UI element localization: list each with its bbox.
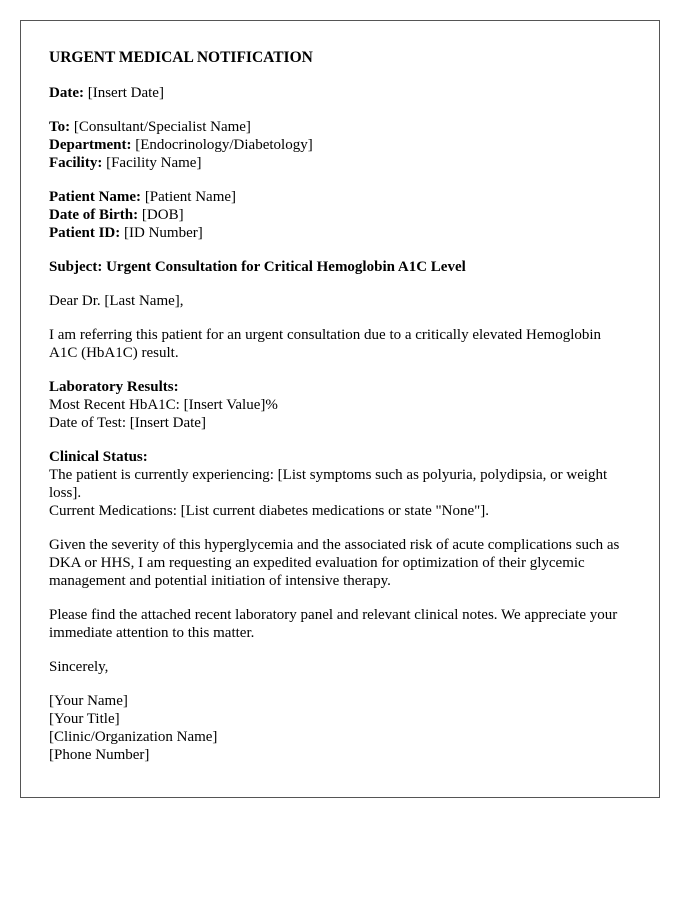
subject-line: Subject: Urgent Consultation for Critical Hemoglobin A1C Level: [49, 259, 466, 275]
dob-line: [49, 206, 631, 224]
to-label: To:: [49, 119, 71, 135]
medications-line: Current Medications: [List current diabetes medications or state "None"].: [49, 503, 490, 519]
clinical-status-block: [49, 448, 631, 520]
date-block: [49, 84, 631, 102]
letter-title: URGENT MEDICAL NOTIFICATION: [49, 49, 313, 66]
recipient-block: [49, 118, 631, 172]
patient-name-line: [49, 188, 631, 206]
department-label: Department:: [49, 137, 132, 153]
facility-value: [Facility Name]: [102, 155, 202, 171]
signature-title: [Your Title]: [49, 711, 120, 727]
patient-id-line: [49, 224, 631, 242]
closing-paragraph: Please find the attached recent laboratory panel and relevant clinical notes. We appreciate your immediate attention to this matter.: [49, 607, 618, 641]
patient-name-label: Patient Name:: [49, 189, 142, 205]
facility-label: Facility:: [49, 155, 103, 171]
signature-name: [Your Name]: [49, 693, 128, 709]
department-value: [Endocrinology/Diabetology]: [131, 137, 313, 153]
clinical-status-heading: Clinical Status:: [49, 449, 148, 465]
recent-hba1c-line: Most Recent HbA1C: [Insert Value]%: [49, 397, 278, 413]
patient-id-label: Patient ID:: [49, 225, 121, 241]
to-value: [Consultant/Specialist Name]: [70, 119, 251, 135]
signature-org: [Clinic/Organization Name]: [49, 729, 218, 745]
facility-line: [49, 154, 631, 172]
signature-phone: [Phone Number]: [49, 747, 150, 763]
patient-id-value: [ID Number]: [120, 225, 203, 241]
symptoms-line: The patient is currently experiencing: [List symptoms such as polyuria, polydipsia, or weight loss].: [49, 467, 608, 501]
dob-label: Date of Birth:: [49, 207, 139, 223]
date-label: Date:: [49, 85, 84, 101]
date-line: [49, 84, 631, 102]
patient-name-value: [Patient Name]: [141, 189, 237, 205]
department-line: [49, 136, 631, 154]
date-value: [Insert Date]: [83, 85, 164, 101]
salutation: Dear Dr. [Last Name],: [49, 293, 184, 309]
signoff: Sincerely,: [49, 659, 109, 675]
lab-results-block: [49, 378, 631, 432]
letter-container: [20, 20, 660, 798]
patient-block: [49, 188, 631, 242]
dob-value: [DOB]: [138, 207, 184, 223]
lab-results-heading: Laboratory Results:: [49, 379, 179, 395]
test-date-line: Date of Test: [Insert Date]: [49, 415, 206, 431]
intro-paragraph: I am referring this patient for an urgent consultation due to a critically elevated Hemoglobin A1C (HbA1C) result.: [49, 327, 602, 361]
signature-block: [49, 692, 631, 764]
severity-paragraph: Given the severity of this hyperglycemia and the associated risk of acute complications such as DKA or HHS, I am requesting an expedited evaluation for optimization of their glycemic management and potential initiation of intensive therapy.: [49, 537, 620, 589]
to-line: [49, 118, 631, 136]
